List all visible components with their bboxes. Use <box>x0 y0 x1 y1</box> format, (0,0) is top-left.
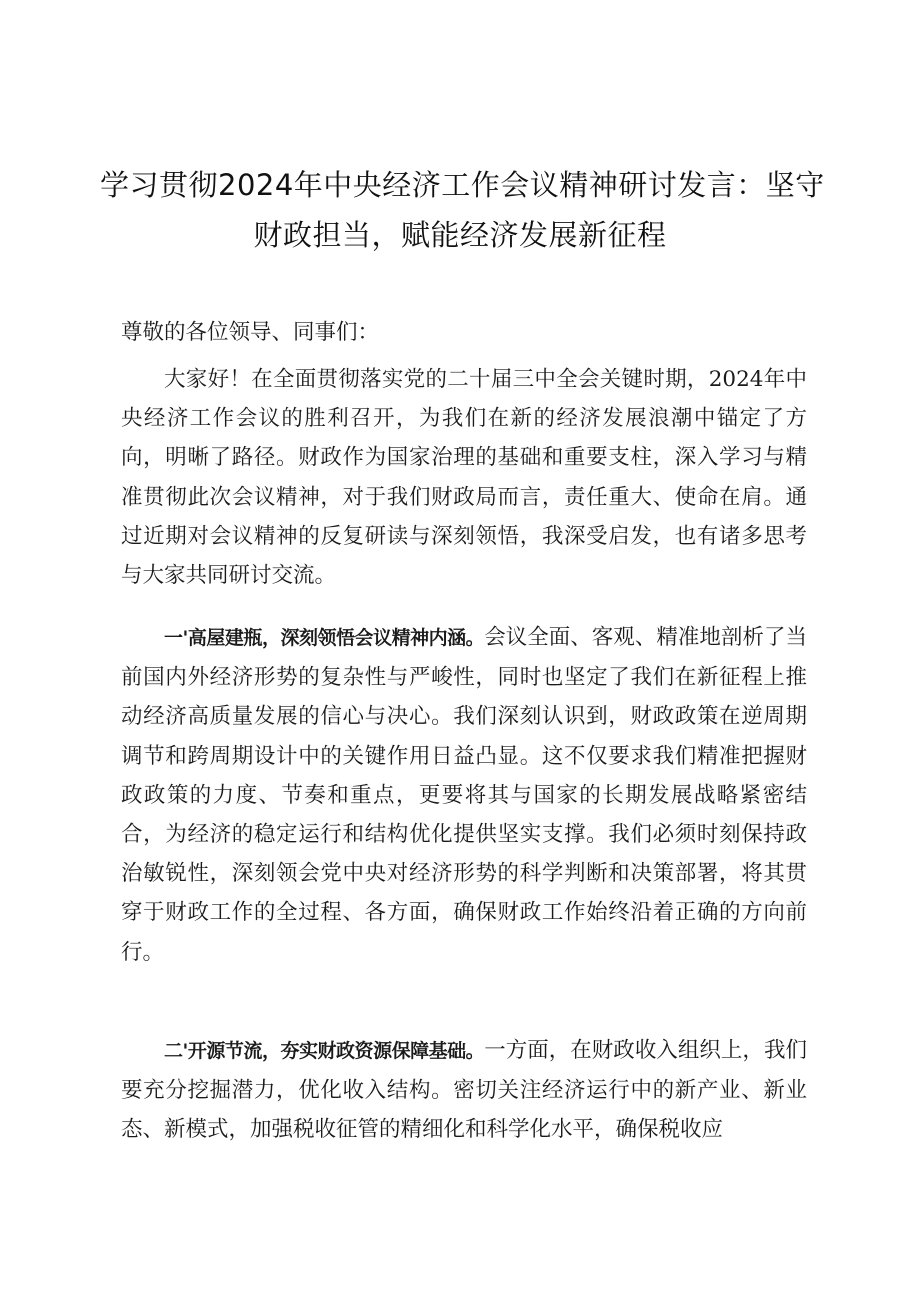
paragraph-section-1 <box>121 618 807 972</box>
section-1-text: 会议全面、客观、精准地剖析了当前国内外经济形势的复杂性与严峻性，同时也坚定了我们在新征程上推动经济高质量发展的信心与决心。我们深刻认识到，财政政策在逆周期调节和跨周期设计中的关键作用日益凸显。这不仅要求我们精准把握财政政策的力度、节奏和重点，更要将其与国家的长期发展战略紧密结合，为经济的稳定运行和结构优化提供坚实支撑。我们必须时刻保持政治敏锐性，深刻领会党中央对经济形势的科学判断和决策部署，将其贯穿于财政工作的全过程、各方面，确保财政工作始终沿着正确的方向前行。 <box>121 625 807 965</box>
section-1-heading: 一'高屋建瓶，深刻领悟会议精神内涵。 <box>164 627 485 649</box>
title-line-1: 学习贯彻2024年中央经济工作会议精神研讨发言：坚守 <box>100 168 825 202</box>
title-line-2: 财政担当，赋能经济发展新征程 <box>253 218 667 252</box>
paragraph-intro <box>121 360 807 595</box>
section-2-text: 一方面，在财政收入组织上，我们要充分挖掘潜力，优化收入结构。密切关注经济运行中的新产业、新业态、新模式，加强税收征管的精细化和科学化水平，确保税收应 <box>121 1038 807 1143</box>
paragraph-section-2 <box>121 1031 807 1150</box>
section-2-heading: 二'开源节流，夯实财政资源保障基础。 <box>164 1040 485 1062</box>
paragraph-intro-text: 大家好！在全面贯彻落实党的二十届三中全会关键时期，2024年中央经济工作会议的胜利召开，为我们在新的经济发展浪潮中锚定了方向，明晰了路径。财政作为国家治理的基础和重要支柱，深入学习与精准贯彻此次会议精神，对于我们财政局而言，责任重大、使命在肩。通过近期对会议精神的反复研读与深刻领悟，我深受启发，也有诸多思考与大家共同研讨交流。 <box>121 367 807 589</box>
document-title <box>100 160 825 260</box>
salutation: 尊敬的各位领导、同事们： <box>121 320 380 345</box>
